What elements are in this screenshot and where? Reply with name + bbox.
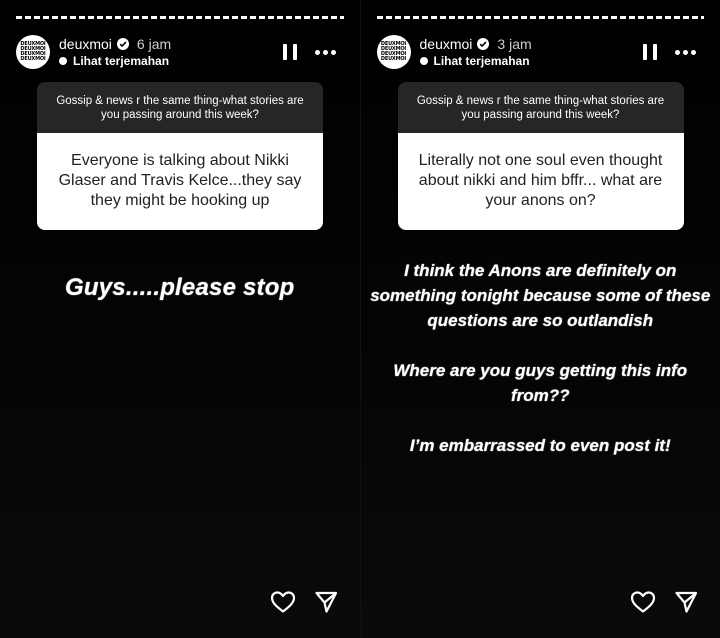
story-time: 6 jam [136,36,172,52]
story-header [377,32,705,72]
avatar-logo-line: DEUXMOI [20,46,46,52]
username[interactable]: deuxmoi [59,36,112,52]
translate-link[interactable] [59,54,171,68]
avatar-logo-line: DEUXMOI [380,41,407,47]
story-panel-2[interactable] [360,0,720,638]
story-controls [283,44,336,60]
avatar[interactable] [377,35,411,69]
avatar-logo [381,39,407,65]
overlay-text [361,258,720,483]
username[interactable]: deuxmoi [419,36,473,52]
translate-icon [59,57,67,65]
avatar-logo-line: DEUXMOI [380,46,407,52]
send-icon[interactable] [674,590,698,614]
avatar-logo-line: DEUXMOI [380,51,407,57]
story-controls [643,44,696,60]
overlay-text [0,274,360,302]
avatar[interactable] [16,35,50,69]
overlay-line: Where are you guys getting this info from?? [393,361,688,405]
verified-badge-icon [117,38,129,50]
more-icon[interactable] [675,50,696,55]
pause-icon[interactable] [283,44,297,60]
overlay-line: Guys.....please stop [65,274,295,301]
progress-segments [377,16,705,19]
overlay-line: I think the Anons are definitely on something tonight because some of these questions are so outlandish [370,261,711,330]
story-time: 3 jam [497,36,532,52]
question-prompt: Gossip & news r the same thing-what stories are you passing around this week? [37,82,323,133]
translate-icon [420,57,428,65]
avatar-logo [20,39,46,65]
heart-icon[interactable] [630,590,656,614]
question-prompt: Gossip & news r the same thing-what stories are you passing around this week? [398,82,684,133]
more-icon[interactable] [315,50,336,55]
overlay-line: I’m embarrassed to even post it! [409,436,671,455]
story-footer [270,590,338,614]
question-sticker [398,82,684,230]
user-info [420,36,532,68]
question-sticker [37,82,323,230]
question-answer: Literally not one soul even thought about nikki and him bffr... what are your anons on? [398,133,684,230]
translate-link[interactable] [420,54,532,68]
pause-icon[interactable] [643,44,657,60]
story-header [16,32,344,72]
avatar-logo-line: DEUXMOI [380,56,407,62]
avatar-logo-line: DEUXMOI [20,56,46,62]
send-icon[interactable] [314,590,338,614]
question-answer: Everyone is talking about Nikki Glaser and Travis Kelce...they say they might be hooking up [37,133,323,230]
heart-icon[interactable] [270,590,296,614]
user-info [59,36,171,68]
avatar-logo-line: DEUXMOI [20,51,46,57]
story-footer [630,590,698,614]
translate-label: Lihat terjemahan [73,54,170,68]
story-progress-bar [16,16,344,19]
translate-label: Lihat terjemahan [433,54,530,68]
story-progress-bar [377,16,705,19]
verified-badge-icon [477,38,489,50]
progress-segments [16,16,344,19]
avatar-logo-line: DEUXMOI [20,41,46,47]
